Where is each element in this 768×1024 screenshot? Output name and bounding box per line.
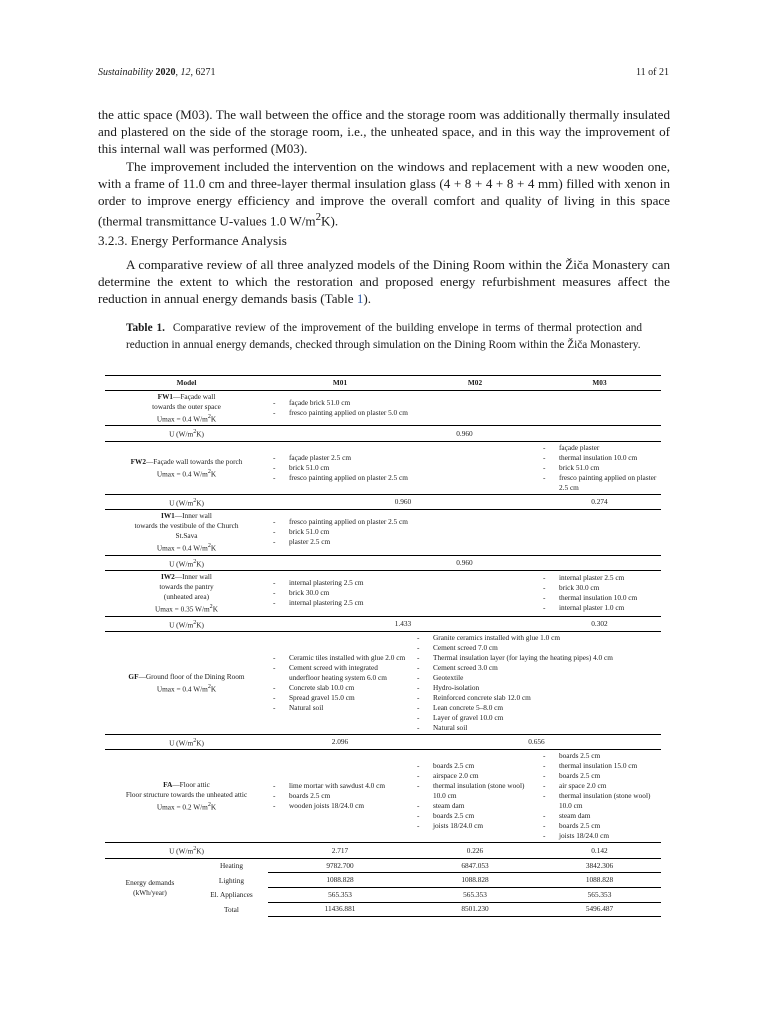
list-item: - Reinforced concrete slab 12.0 cm (415, 693, 658, 703)
paragraph-3: A comparative review of all three analyzed models of the Dining Room within the Žiča Monastery can determine the extent to which the restoration and proposed energy refurbishment measures affect the reduction in annual energy demands basis (Table 1). (98, 257, 670, 307)
list-item: - boards 2.5 cm (415, 811, 535, 821)
list-item: - joists 18/24.0 cm (415, 821, 535, 831)
list-item: - thermal insulation 10.0 cm (541, 593, 658, 603)
list-item: - Layer of gravel 10.0 cm (415, 713, 658, 723)
total-m03: 5496.487 (538, 902, 661, 917)
u-value: 0.656 (412, 734, 661, 749)
list-item: - boards 2.5 cm (415, 761, 535, 771)
u-label: U $(W/m^2K)$ (105, 555, 268, 570)
table-row-iw2 (105, 571, 661, 616)
u-value: 0.960 (268, 494, 538, 509)
list-item: - air space 2.0 cm (541, 781, 658, 791)
list-item: - boards 2.5 cm (541, 751, 658, 761)
page-number: 11 of 21 (636, 67, 669, 78)
wall-iw2: IW2—Inner wall towards the pantry (unheated area) Umax = 0.35 $W/m^2K$ (105, 571, 268, 616)
u-row-gf (105, 734, 661, 749)
table-row-iw1 (105, 510, 661, 555)
body-text-analysis (98, 256, 670, 308)
list-item: - brick 51.0 cm (541, 463, 658, 473)
list-item: - boards 2.5 cm (541, 771, 658, 781)
list-item: - thermal insulation (stone wool) 10.0 cm (415, 781, 535, 801)
list-item: - brick 51.0 cm (271, 527, 658, 537)
header-m01: M01 (268, 376, 412, 391)
table-row-gf (105, 631, 661, 734)
u-value: 0.226 (412, 843, 538, 858)
list-item: - Hydro-isolation (415, 683, 658, 693)
list-item: - brick 51.0 cm (271, 463, 535, 473)
u-value: 0.302 (538, 616, 661, 631)
list-item: - plaster 2.5 cm (271, 537, 658, 547)
wall-fw2: FW2—Façade wall towards the porch Umax = 0.4 $W/m^2K$ (105, 441, 268, 494)
u-label: U $(W/m^2K)$ (105, 734, 268, 749)
u-value: 0.960 (268, 555, 661, 570)
fw2-layers-m01 (268, 441, 538, 494)
list-item: - Geotextile (415, 673, 658, 683)
wall-fw1: FW1—Façade wall towards the outer space Umax = 0.4 $W/m^2K$ (152, 392, 221, 424)
table-label: Table 1. (126, 322, 165, 334)
fw1-layers (268, 391, 661, 426)
header-model: Model (105, 376, 268, 391)
total-m02: 8501.230 (412, 902, 538, 917)
fa-layers-m01 (268, 750, 412, 843)
paragraph-2: The improvement included the intervention on the windows and replacement with a new wooden one, with a frame of 11.0 cm and three-layer thermal insulation glass (4 + 8 + 4 + 8 + 4 mm) filled with xenon in order to improve energy efficiency and improve the overall comfort and quality of living in this space (thermal transmittance U-values 1.0 $W/m^2K$). (98, 158, 670, 229)
list-item: - airspace 2.0 cm (415, 771, 535, 781)
wall-gf: GF—Ground floor of the Dining Room Umax = 0.4 $W/m^2K$ (105, 631, 268, 734)
list-item: - internal plaster 1.0 cm (541, 603, 658, 613)
u-value: 0.142 (538, 843, 661, 858)
heating-m01: 9782.700 (268, 858, 412, 873)
header-m02: M02 (412, 376, 538, 391)
list-item: - Ceramic tiles installed with glue 2.0 cm (271, 653, 409, 663)
list-item: - Natural soil (271, 703, 409, 713)
list-item: - steam dam (541, 811, 658, 821)
energy-appliances-label: El. Appliances (210, 890, 253, 900)
table-row-fw2 (105, 441, 661, 494)
list-item: - brick 30.0 cm (271, 588, 535, 598)
list-item: - Cement screed 7.0 cm (415, 643, 658, 653)
u-row-iw1 (105, 555, 661, 570)
paragraph-1: the attic space (M03). The wall between the office and the storage room was additionally thermally insulated and plastered on the side of the storage room, i.e., the unheated space, and in this way the improvement of this internal wall was performed (M03). (98, 107, 670, 157)
list-item: - fresco painting applied on plaster 2.5 cm (541, 473, 658, 493)
iw1-layers (268, 510, 661, 555)
table-caption (126, 320, 642, 353)
list-item: - Cement screed 3.0 cm (415, 663, 658, 673)
u-row-fw1 (105, 426, 661, 441)
energy-demands-label: Energy demands (kWh/year) Heating Lighting El. Appliances Total (105, 858, 268, 917)
journal-volume: 12 (180, 67, 191, 78)
list-item: - joists 18/24.0 cm (541, 831, 658, 841)
journal-name: Sustainability (98, 67, 153, 78)
energy-row-heating (105, 858, 661, 873)
list-item: - thermal insulation 15.0 cm (541, 761, 658, 771)
wall-iw1: IW1—Inner wall towards the vestibule of the Church St.Sava Umax = 0.4 $W/m^2K$ (105, 510, 268, 555)
journal-year: 2020 (155, 67, 176, 78)
energy-total-label: Total (224, 904, 239, 914)
list-item: - fresco painting applied on plaster 2.5 cm (271, 517, 658, 527)
table-row-fw1 (105, 391, 661, 426)
list-item: - Cement screed with integrated underfloor heating system 6.0 cm (271, 663, 409, 683)
list-item: - internal plaster 2.5 cm (541, 573, 658, 583)
list-item: - Spread gravel 15.0 cm (271, 693, 409, 703)
u-value: 2.096 (268, 734, 412, 749)
list-item: - façade plaster (541, 443, 658, 453)
heating-m03: 3842.306 (538, 858, 661, 873)
table-reference-link[interactable]: 1 (356, 291, 364, 307)
list-item: - Granite ceramics installed with glue 1.0 cm (415, 633, 658, 643)
u-label: U $(W/m^2K)$ (105, 616, 268, 631)
appliances-m01: 565.353 (268, 888, 412, 903)
list-item: - façade plaster 2.5 cm (271, 453, 535, 463)
wall-fa: FA—Floor attic Floor structure towards the unheated attic Umax = 0.2 $W/m^2K$ (105, 750, 268, 843)
running-header: Sustainability 2020, 12, 6271 (98, 67, 216, 78)
list-item: - internal plastering 2.5 cm (271, 578, 535, 588)
iw2-layers-m03 (538, 571, 661, 616)
u-value: 0.960 (268, 426, 661, 441)
lighting-m02: 1088.828 (412, 873, 538, 888)
list-item: - thermal insulation (stone wool) 10.0 cm (541, 791, 658, 811)
list-item: - steam dam (415, 801, 535, 811)
fw2-layers-m03 (538, 441, 661, 494)
appliances-m03: 565.353 (538, 888, 661, 903)
list-item: - Natural soil (415, 723, 658, 733)
energy-lighting-label: Lighting (218, 875, 245, 885)
article-number: , 6271 (190, 67, 216, 78)
list-item: - Concrete slab 10.0 cm (271, 683, 409, 693)
fa-layers-m02 (412, 750, 538, 843)
gf-layers-m02m03 (412, 631, 661, 734)
list-item: - boards 2.5 cm (271, 791, 409, 801)
list-item: - thermal insulation 10.0 cm (541, 453, 658, 463)
list-item: - lime mortar with sawdust 4.0 cm (271, 781, 409, 791)
section-heading: 3.2.3. Energy Performance Analysis (98, 233, 287, 248)
list-item: - internal plastering 2.5 cm (271, 598, 535, 608)
u-row-iw2 (105, 616, 661, 631)
appliances-m02: 565.353 (412, 888, 538, 903)
list-item: - Lean concrete 5–8.0 cm (415, 703, 658, 713)
comparison-table (105, 375, 661, 917)
body-text-top (98, 106, 670, 230)
u-label: U $(W/m^2K)$ (105, 426, 268, 441)
u-value: 2.717 (268, 843, 412, 858)
list-item: - fresco painting applied on plaster 2.5 cm (271, 473, 535, 483)
list-item: - boards 2.5 cm (541, 821, 658, 831)
heating-m02: 6847.053 (412, 858, 538, 873)
caption-text: Comparative review of the improvement of the building envelope in terms of thermal protection and reduction in annual energy demands, checked through simulation on the Dining Room within the Žiča Monastery. (126, 322, 643, 351)
lighting-m03: 1088.828 (538, 873, 661, 888)
total-m01: 11436.881 (268, 902, 412, 917)
iw2-layers-m01 (268, 571, 538, 616)
list-item: - Thermal insulation layer (for laying the heating pipes) 4.0 cm (415, 653, 658, 663)
list-item: - brick 30.0 cm (541, 583, 658, 593)
u-label: U $(W/m^2K)$ (105, 843, 268, 858)
gf-layers-m01 (268, 631, 412, 734)
u-row-fw2 (105, 494, 661, 509)
lighting-m01: 1088.828 (268, 873, 412, 888)
table-header-row (105, 376, 661, 391)
list-item: - façade brick 51.0 cm (271, 398, 658, 408)
energy-heating-label: Heating (219, 861, 244, 871)
fa-layers-m03 (538, 750, 661, 843)
u-label: U $(W/m^2K)$ (105, 494, 268, 509)
u-row-fa (105, 843, 661, 858)
list-item: - fresco painting applied on plaster 5.0 cm (271, 408, 658, 418)
table-row-fa (105, 750, 661, 843)
list-item: - wooden joists 18/24.0 cm (271, 801, 409, 811)
u-value: 0.274 (538, 494, 661, 509)
header-m03: M03 (538, 376, 661, 391)
u-value: 1.433 (268, 616, 538, 631)
